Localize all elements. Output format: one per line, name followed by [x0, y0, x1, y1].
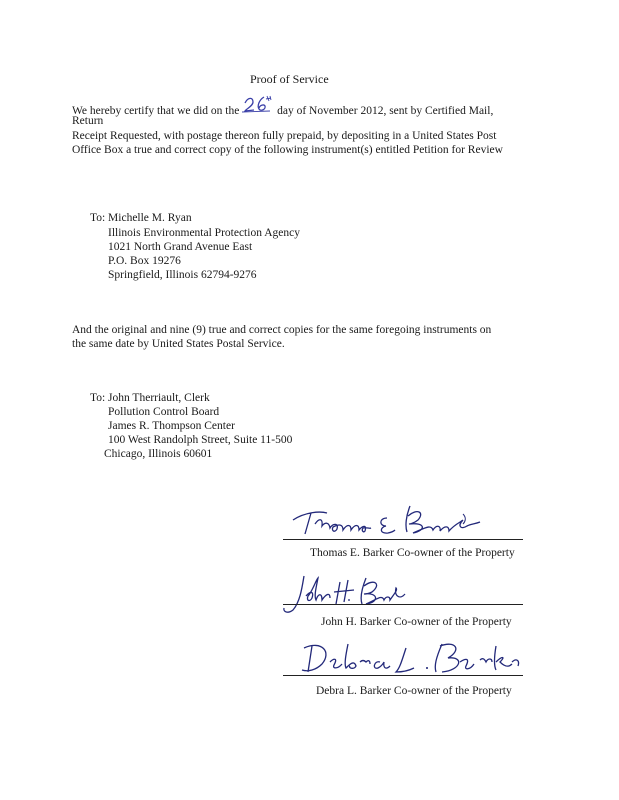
certify-after-date: day of November 2012, sent by Certified Mail, — [277, 105, 494, 117]
signature-thomas-barker — [285, 498, 490, 540]
recipient2-to-line: To: John Therriault, Clerk — [90, 392, 210, 404]
signature-line — [283, 604, 523, 605]
certify-line-2: Return — [72, 115, 104, 127]
original-copies-line-1: And the original and nine (9) true and correct copies for the same foregoing instruments on — [72, 324, 492, 336]
signature-line — [283, 539, 523, 540]
certify-before-date: We hereby certify that we did on the — [72, 105, 240, 117]
recipient2-address-line: James R. Thompson Center — [108, 420, 235, 432]
certify-line-3: Receipt Requested, with postage thereon fully prepaid, by depositing in a United States Post — [72, 130, 497, 142]
document-title: Proof of Service — [250, 72, 329, 86]
recipient2-address-line: 100 West Randolph Street, Suite 11-500 — [108, 434, 293, 446]
original-copies-line-2: the same date by United States Postal Service. — [72, 338, 285, 350]
signature-caption: Debra L. Barker Co-owner of the Property — [316, 685, 512, 697]
signature-john-barker — [278, 570, 408, 618]
recipient1-address-line: Illinois Environmental Protection Agency — [108, 227, 300, 239]
certify-line-1 — [72, 100, 493, 118]
handwritten-day — [242, 100, 274, 114]
recipient1-address-line: Springfield, Illinois 62794-9276 — [108, 269, 257, 281]
signature-caption: John H. Barker Co-owner of the Property — [321, 616, 512, 628]
signature-caption: Thomas E. Barker Co-owner of the Property — [310, 547, 515, 559]
recipient2-address-line: Chicago, Illinois 60601 — [104, 448, 213, 460]
recipient1-address-line: 1021 North Grand Avenue East — [108, 241, 253, 253]
certify-line-4: Office Box a true and correct copy of the following instrument(s) entitled Petition for Review — [72, 144, 503, 156]
signature-line — [283, 675, 523, 676]
recipient1-address-line: P.O. Box 19276 — [108, 255, 181, 267]
recipient2-address-line: Pollution Control Board — [108, 406, 220, 418]
recipient1-to-line: To: Michelle M. Ryan — [90, 212, 192, 224]
signature-debra-barker — [296, 638, 521, 678]
